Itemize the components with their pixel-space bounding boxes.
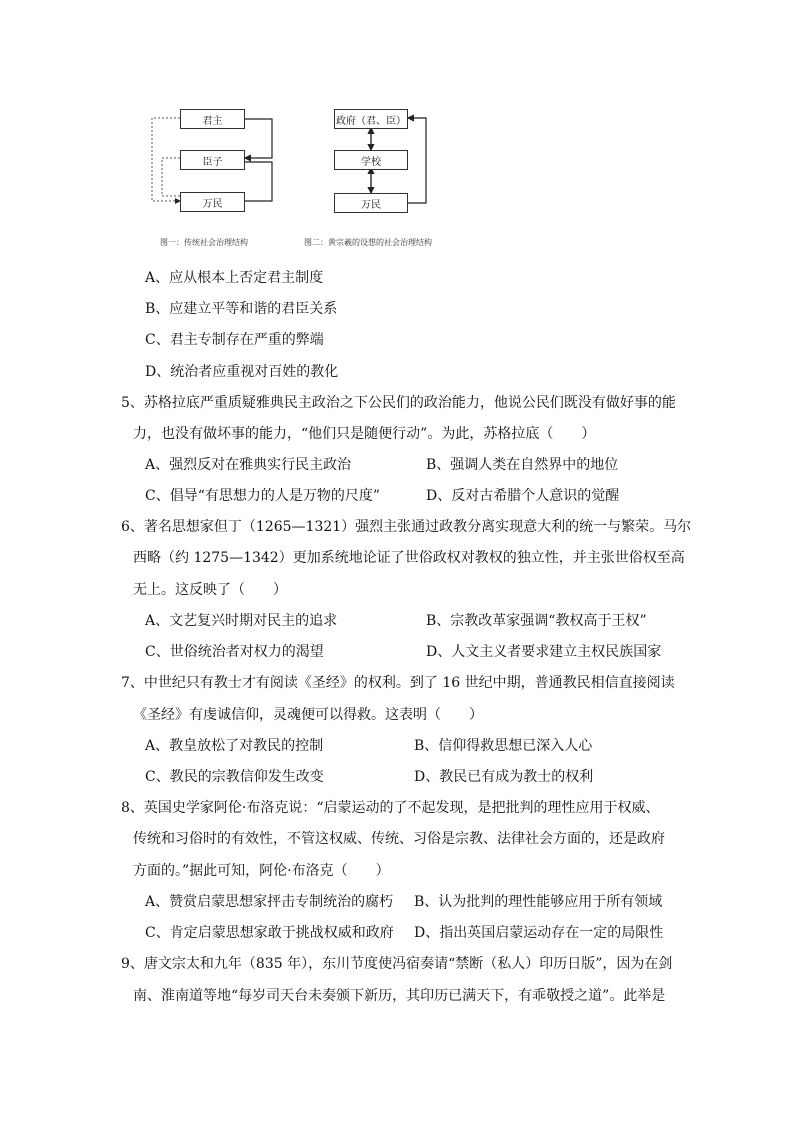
q5-option-b: B、强调人类在自然界中的地位 (426, 457, 619, 473)
q5-stem-line1: 5、苏格拉底严重质疑雅典民主政治之下公民们的政治能力，他说公民们既没有做好事的能 (121, 395, 676, 411)
q8-option-a: A、赞赏启蒙思想家抨击专制统治的腐朽 (145, 894, 394, 910)
q8-stem-line1: 8、英国史学家阿伦·布洛克说：“启蒙运动的了不起发现，是把批判的理性应用于权威、 (121, 800, 660, 816)
q7-option-a: A、教皇放松了对教民的控制 (145, 738, 324, 754)
q6-stem-line2: 西略（约 1275—1342）更加系统地论证了世俗政权对教权的独立性，并主张世俗权至高 (133, 550, 685, 566)
fig1-box-ruler: 君主 (180, 109, 245, 129)
q7-stem-line1: 7、中世纪只有教士才有阅读《圣经》的权利。到了 16 世纪中期，普通教民相信直接阅读 (121, 675, 675, 691)
q5-option-c: C、倡导“有思想力的人是万物的尺度” (145, 488, 381, 504)
q4-option-b: B、应建立平等和谐的君臣关系 (145, 301, 338, 317)
q6-option-d: D、人文主义者要求建立主权民族国家 (426, 644, 662, 660)
q8-stem-line3: 方面的。”据此可知，阿伦·布洛克（ ） (133, 863, 390, 879)
q8-option-b: B、认为批判的理性能够应用于所有领域 (414, 894, 663, 910)
q9-stem-line1: 9、唐文宗太和九年（835 年），东川节度使冯宿奏请“禁断（私人）印历日版”，因为在剑 (121, 956, 673, 972)
q6-option-a: A、文艺复兴时期对民主的追求 (145, 613, 338, 629)
q5-stem-line2: 力，也没有做坏事的能力，“他们只是随便行动”。为此，苏格拉底（ ） (133, 426, 596, 442)
q7-option-d: D、教民已有成为教士的权利 (414, 769, 594, 785)
q8-stem-line2: 传统和习俗时的有效性，不管这权威、传统、习俗是宗教、法律社会方面的，还是政府 (133, 831, 665, 847)
q5-option-d: D、反对古希腊个人意识的觉醒 (426, 488, 620, 504)
fig1-box-people: 万民 (180, 192, 245, 212)
q6-option-b: B、宗教改革家强调“教权高于王权” (426, 613, 647, 629)
q6-stem-line3: 无上。这反映了（ ） (133, 582, 287, 598)
fig2-caption: 图二：黄宗羲的设想的社会治理结构 (304, 238, 432, 247)
governance-diagram (140, 100, 460, 250)
q4-option-a: A、应从根本上否定君主制度 (145, 270, 324, 286)
q7-option-c: C、教民的宗教信仰发生改变 (145, 769, 324, 785)
q9-stem-line2: 南、淮南道等地“每岁司天台未奏颁下新历，其印历已满天下，有乖敬授之道”。此举是 (133, 988, 666, 1004)
q4-option-c: C、君主专制存在严重的弊端 (145, 332, 324, 348)
fig1-caption: 图一：传统社会治理结构 (160, 238, 248, 247)
fig1-box-ministers: 臣子 (180, 150, 245, 170)
q6-option-c: C、世俗统治者对权力的渴望 (145, 644, 324, 660)
fig2-box-school: 学校 (334, 150, 408, 170)
q7-option-b: B、信仰得救思想已深入人心 (414, 738, 593, 754)
q8-option-d: D、指出英国启蒙运动存在一定的局限性 (414, 925, 664, 941)
q7-stem-line2: 《圣经》有虔诚信仰，灵魂便可以得救。这表明（ ） (133, 707, 483, 723)
q8-option-c: C、肯定启蒙思想家敢于挑战权威和政府 (145, 925, 394, 941)
fig2-box-government: 政府（君、臣） (334, 109, 408, 129)
q5-option-a: A、强烈反对在雅典实行民主政治 (145, 457, 352, 473)
q4-option-d: D、统治者应重视对百姓的教化 (145, 364, 339, 380)
q6-stem-line1: 6、著名思想家但丁（1265—1321）强烈主张通过政教分离实现意大利的统一与繁荣。马尔 (121, 519, 692, 535)
fig2-box-people: 万民 (334, 193, 408, 213)
